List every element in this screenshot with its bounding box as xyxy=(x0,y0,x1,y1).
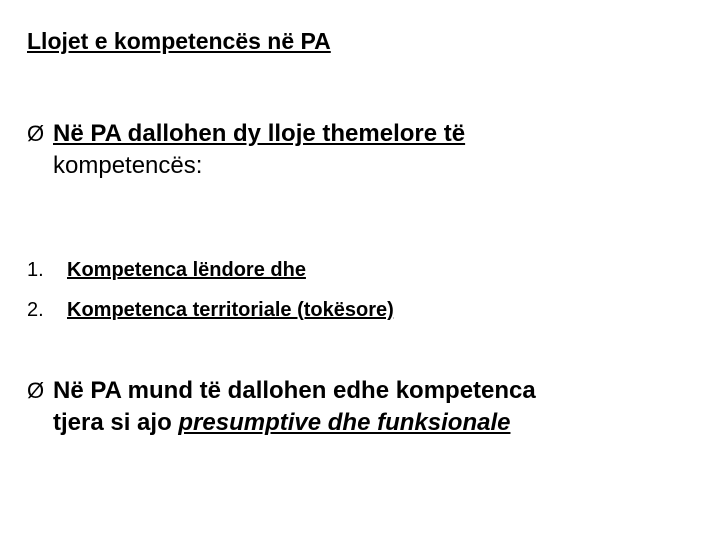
list-text: Kompetenca lëndore dhe xyxy=(67,259,306,281)
numbered-list xyxy=(27,250,394,330)
list-number: 2. xyxy=(27,299,44,321)
bullet-line-1: Në PA mund të dallohen edhe kompetenca xyxy=(53,377,536,404)
bullet-line-2-emphasis: presumptive dhe funksionale xyxy=(178,409,511,436)
list-item xyxy=(27,290,394,330)
bullet-line-2: kompetencës: xyxy=(53,152,203,179)
bullet-item-types xyxy=(27,118,465,182)
list-text: Kompetenca territoriale (tokësore) xyxy=(67,299,394,321)
arrow-bullet-icon: Ø xyxy=(27,121,45,146)
slide-title: Llojet e kompetencës në PA xyxy=(27,28,331,54)
list-number: 1. xyxy=(27,259,44,281)
bullet-line-2 xyxy=(27,407,536,439)
bullet-item-other xyxy=(27,375,536,439)
bullet-line-2-plain: tjera si ajo xyxy=(53,409,179,436)
arrow-bullet-icon: Ø xyxy=(27,378,45,403)
list-item xyxy=(27,250,394,290)
bullet-line-1: Në PA dallohen dy lloje themelore të xyxy=(53,120,466,147)
